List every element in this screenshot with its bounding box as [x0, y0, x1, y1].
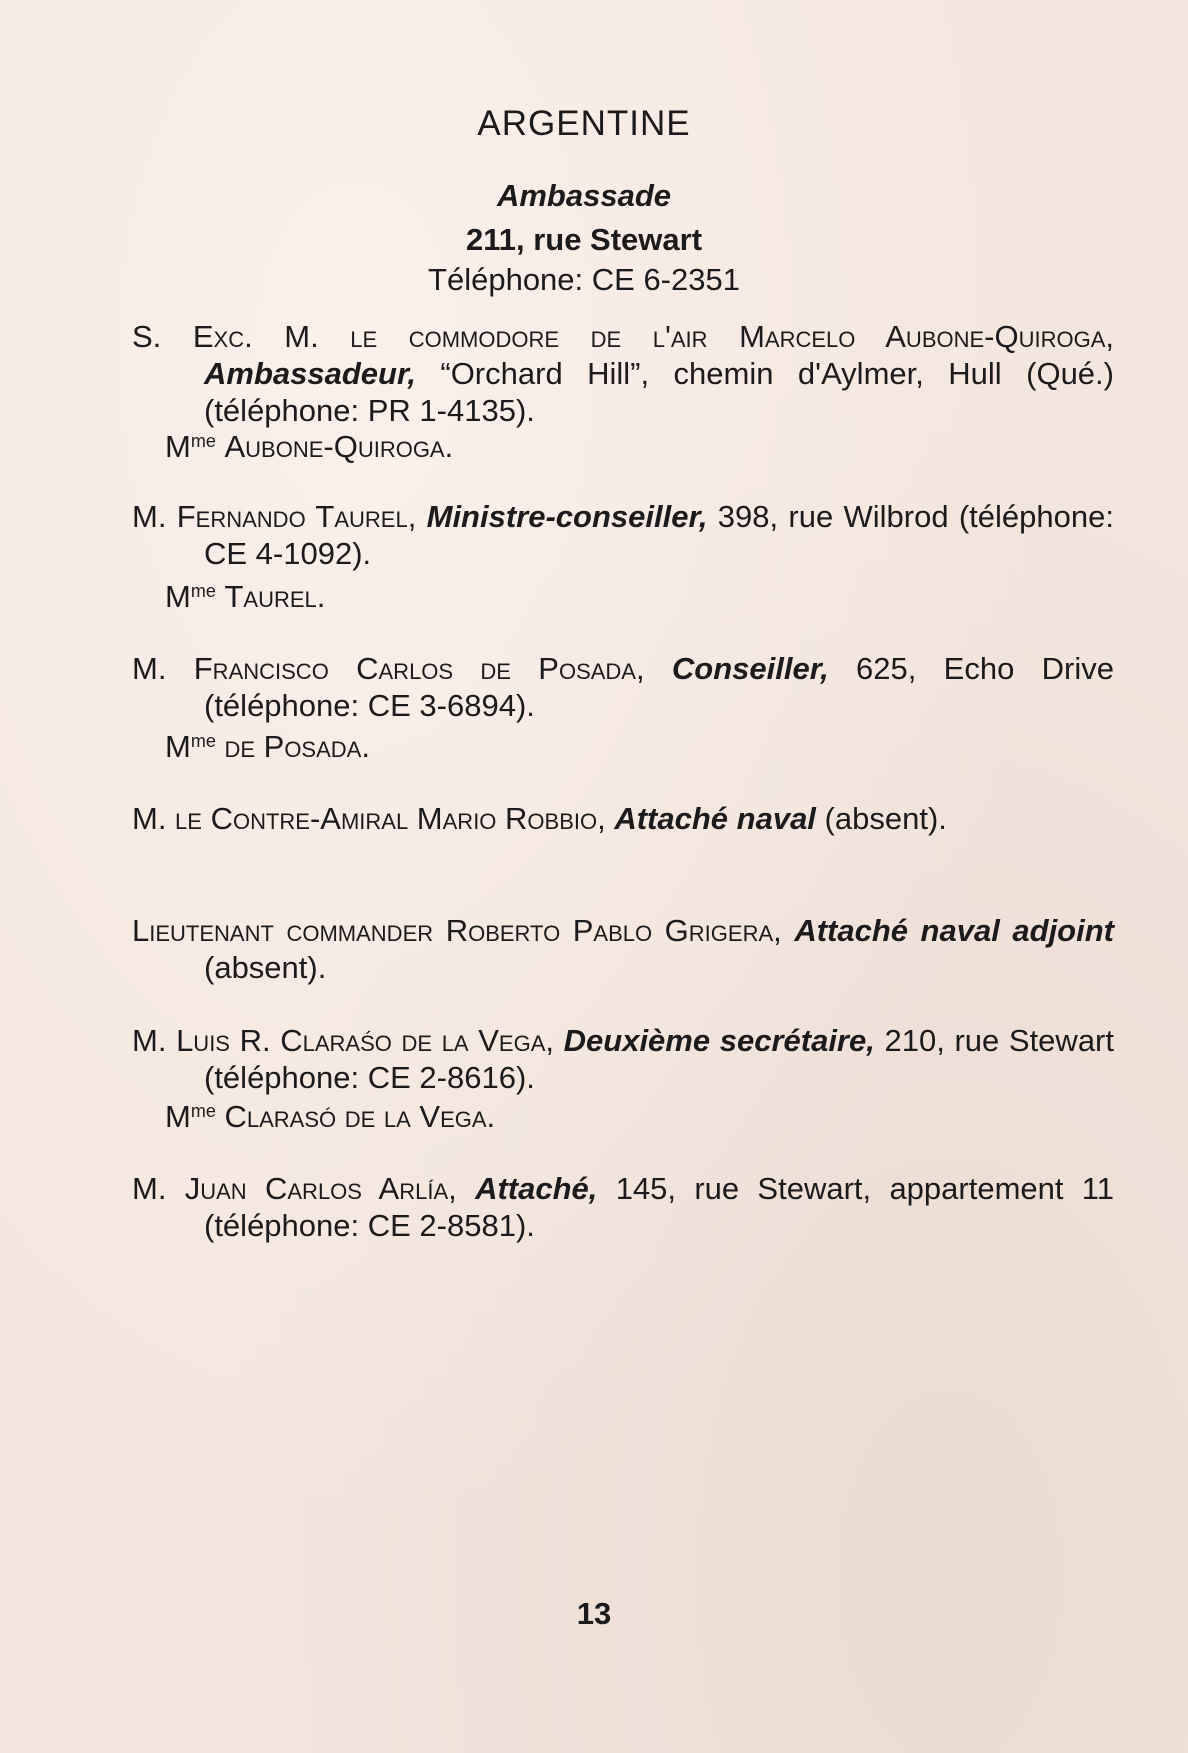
spouse-prefix: M — [165, 1099, 191, 1134]
spouse-name: Taurel. — [224, 579, 326, 614]
diplomat-entry — [132, 1022, 1114, 1096]
diplomat-entry — [132, 318, 1114, 429]
diplomat-details: (absent). — [204, 950, 327, 985]
diplomat-details: “Orchard Hill”, chemin d'Aylmer, Hull (Qué.) (téléphone: PR 1-4135). — [204, 356, 1114, 428]
diplomat-role: Attaché naval — [614, 801, 816, 836]
spouse-line — [165, 428, 453, 465]
diplomat-details: 210, rue Stewart (téléphone: CE 2-8616). — [204, 1023, 1114, 1095]
diplomat-entry — [132, 498, 1114, 572]
diplomat-role: Conseiller, — [671, 651, 829, 686]
diplomat-role: Deuxième secrétaire, — [563, 1023, 875, 1058]
spouse-superscript: me — [190, 581, 216, 601]
diplomat-entry — [132, 912, 1114, 986]
diplomat-role: Attaché, — [475, 1171, 598, 1206]
embassy-address: 211, rue Stewart — [465, 222, 703, 257]
page-number: 13 — [576, 1596, 612, 1631]
diplomat-details: 625, Echo Drive (téléphone: CE 3-6894). — [204, 651, 1114, 723]
spouse-line — [165, 578, 325, 615]
spouse-superscript: me — [190, 1101, 216, 1121]
page-heading: ARGENTINE — [477, 104, 691, 143]
diplomat-details: 145, rue Stewart, appartement 11 (téléphone: CE 2-8581). — [204, 1171, 1114, 1243]
diplomat-name: M. le Contre-Amiral Mario Robbio, — [132, 801, 606, 836]
spouse-superscript: me — [190, 731, 216, 751]
diplomat-name: S. Exc. M. le commodore de l'air Marcelo Aubone-Quiroga, — [132, 319, 1114, 354]
spouse-name: de Posada. — [224, 729, 370, 764]
spouse-prefix: M — [165, 579, 191, 614]
diplomat-details: 398, rue Wilbrod (téléphone: CE 4-1092). — [204, 499, 1114, 571]
embassy-label: Ambassade — [496, 178, 672, 213]
diplomat-details: (absent). — [824, 801, 947, 836]
spouse-line — [165, 728, 370, 765]
spouse-superscript: me — [190, 431, 216, 451]
diplomat-role: Ambassadeur, — [204, 356, 416, 391]
spouse-prefix: M — [165, 729, 191, 764]
diplomat-name: M. Francisco Carlos de Posada, — [132, 651, 645, 686]
diplomat-role: Ministre-conseiller, — [426, 499, 708, 534]
diplomat-role: Attaché naval adjoint — [794, 913, 1114, 948]
diplomat-entry — [132, 800, 1114, 837]
spouse-name: Clarasó de la Vega. — [224, 1099, 496, 1134]
spouse-prefix: M — [165, 429, 191, 464]
diplomat-entry — [132, 1170, 1114, 1244]
diplomat-name: M. Luis R. Claraśo de la Vega, — [132, 1023, 554, 1058]
diplomat-name: M. Juan Carlos Arlía, — [132, 1171, 457, 1206]
diplomat-name: Lieutenant commander Roberto Pablo Grigera, — [132, 913, 782, 948]
spouse-line — [165, 1098, 495, 1135]
embassy-phone: Téléphone: CE 6-2351 — [428, 262, 740, 297]
diplomat-entry — [132, 650, 1114, 724]
diplomat-name: M. Fernando Taurel, — [132, 499, 417, 534]
spouse-name: Aubone-Quiroga. — [224, 429, 454, 464]
